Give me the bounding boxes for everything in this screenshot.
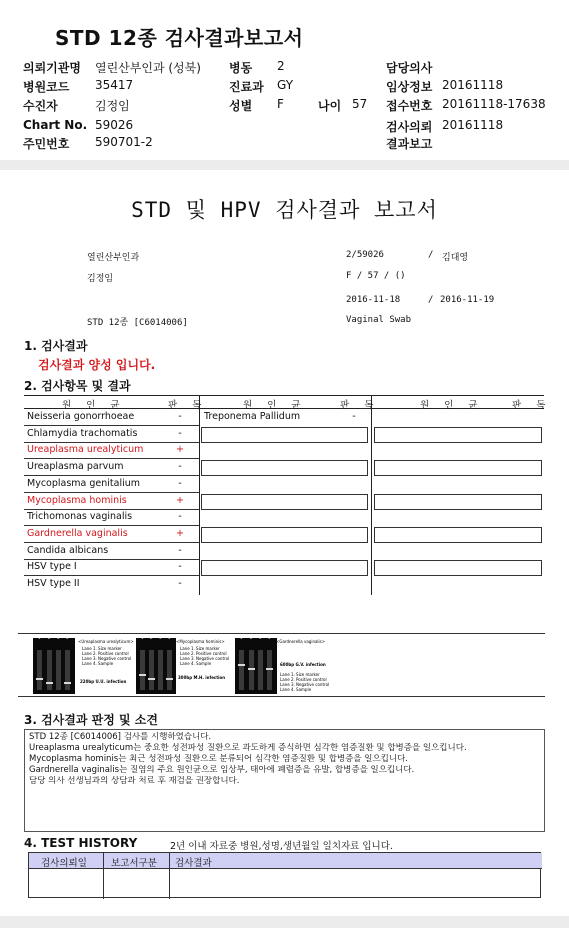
organism-result: - <box>178 461 182 473</box>
gel-panel1-band: 220bp U.U. infection <box>80 679 127 684</box>
reception-label: 접수번호 <box>386 99 433 113</box>
gel-legend-2-1: Lane 1. Size marker <box>180 646 220 651</box>
dept-label: 진료과 <box>229 80 264 94</box>
summary-row-1 <box>0 59 569 76</box>
history-col-result: 검사결과 <box>175 858 212 869</box>
gel-legend-1-2: Lane 2. Positive control <box>82 651 129 656</box>
organism-name: HSV type I <box>27 561 77 573</box>
col3-result-header: 판 독 <box>512 400 552 411</box>
empty-result-cell <box>201 560 368 576</box>
gel-panel-1 <box>33 638 75 694</box>
gel-lane-label: 3 <box>159 635 162 640</box>
gel-legend-1-1: Lane 1. Size marker <box>82 646 122 651</box>
organism-result: + <box>176 494 184 506</box>
gel-panel2-band: 300bp M.H. infection <box>178 675 226 680</box>
gel-lane-label: 4 <box>268 635 271 640</box>
gel-panel-3 <box>235 638 277 694</box>
age-value: 57 <box>352 97 368 111</box>
empty-result-cell <box>201 494 368 510</box>
organism-result: - <box>178 578 182 589</box>
organism-result: - <box>178 511 182 523</box>
sex-label: 성별 <box>229 99 253 113</box>
col1-organism-header: 원 인 균 <box>62 400 126 411</box>
organism-result: + <box>176 527 184 539</box>
organism-name: Trichomonas vaginalis <box>27 511 133 523</box>
organism-name: Chlamydia trachomatis <box>27 427 138 439</box>
gel-lane-label: 4 <box>66 635 69 640</box>
gel-legend-2-4: Lane 4. Sample <box>180 661 212 666</box>
report-date-sep: / <box>428 295 434 305</box>
gel-image <box>18 633 545 697</box>
organism-result: - <box>178 544 182 556</box>
summary-row-3 <box>0 97 569 114</box>
institution-value: 열린산부인과 (성북) <box>95 61 201 75</box>
chart-label: Chart No. <box>23 118 88 132</box>
row-divider <box>24 559 199 560</box>
row-divider <box>24 458 199 459</box>
col3-organism-header: 원 인 균 <box>420 400 484 411</box>
empty-result-cell <box>374 427 542 443</box>
section3-heading: 3. 검사결과 판정 및 소견 <box>24 713 158 727</box>
summary-header <box>0 0 569 160</box>
gel-legend-1-4: Lane 4. Sample <box>82 661 114 666</box>
gel-legend-3-2: Lane 2. Positive control <box>280 677 327 682</box>
report-doctor-sep: / <box>428 250 434 260</box>
gel-panel-2 <box>136 638 176 694</box>
opinion-line: Gardnerella vaginalis는 질염의 주요 원인균으로 임상부, 태아에 폐렴증을 유발, 합병증을 일으킵니다. <box>29 765 415 775</box>
report-patient: 김정임 <box>87 274 114 284</box>
history-col-type: 보고서구분 <box>111 858 157 869</box>
doctor-label: 담당의사 <box>386 61 433 75</box>
organism-name: Candida albicans <box>27 544 109 556</box>
summary-row-4 <box>0 118 569 135</box>
clinical-label: 임상정보 <box>386 80 433 94</box>
history-col-date: 검사의뢰일 <box>41 858 87 869</box>
summary-title: STD 12종 검사결과보고서 <box>55 26 304 50</box>
row-divider <box>24 575 199 576</box>
section1-heading: 1. 검사결과 <box>24 339 88 353</box>
reception-value: 20161118-17638 <box>442 97 546 111</box>
dept-value: GY <box>277 78 294 92</box>
col1-result-header: 판 독 <box>168 400 208 411</box>
opinion-line: Ureaplasma urealyticum는 중요한 성전파성 질환으로 과도하게 증식하면 심각한 염증질환 및 합병증을 일으킵니다. <box>29 743 467 753</box>
hospital-code-value: 35417 <box>95 78 134 92</box>
section4-heading: 4. TEST HISTORY <box>24 836 138 850</box>
empty-result-cell <box>374 494 542 510</box>
row-divider <box>24 475 199 476</box>
organism-name: HSV type II <box>27 578 80 589</box>
organism-name: Mycoplasma hominis <box>27 494 127 506</box>
chart-value: 59026 <box>95 118 134 132</box>
sex-value: F <box>277 97 284 111</box>
report-test-code: STD 12종 [C6014006] <box>87 318 188 328</box>
empty-result-cell <box>201 460 368 476</box>
gel-panel2-title: <Mycoplasma hominis> <box>176 639 225 644</box>
report-date-from: 2016-11-18 <box>346 295 401 305</box>
report-hospital: 열린산부인과 <box>87 253 140 263</box>
section1-result: 검사결과 양성 입니다. <box>38 358 156 372</box>
gel-lane-label: 2 <box>250 635 253 640</box>
gel-panel3-title: <Gardnerella vaginalis> <box>276 639 326 644</box>
institution-label: 의뢰기관명 <box>23 61 81 75</box>
gel-legend-3-4: Lane 4. Sample <box>280 687 312 692</box>
empty-result-cell <box>201 527 368 543</box>
report-title: STD 및 HPV 검사결과 보고서 <box>131 198 438 222</box>
report-chart-doctor: 2/59026 <box>346 250 384 260</box>
gel-lane-label: 3 <box>259 635 262 640</box>
report-sex-age: F / 57 / () <box>346 271 406 281</box>
gel-panel3-band: 600bp G.V. infection <box>280 662 326 667</box>
organism-name: Ureaplasma urealyticum <box>27 444 144 456</box>
patient-value: 김정임 <box>95 99 130 113</box>
gel-lane-label: 1 <box>141 635 144 640</box>
gel-panel1-title: <Ureaplasma urealyticum> <box>78 639 134 644</box>
empty-result-cell <box>374 527 542 543</box>
request-label: 검사의뢰 <box>386 120 433 134</box>
organism-result: - <box>178 561 182 573</box>
opinion-line: Mycoplasma hominis는 최근 성전파성 질환으로 분류되어 심각한 염증질환 및 합병증을 일으킵니다. <box>29 754 409 764</box>
organism-result: + <box>176 444 184 456</box>
gel-legend-2-2: Lane 2. Positive control <box>180 651 227 656</box>
organism-result: - <box>352 411 356 422</box>
gel-lane-label: 4 <box>168 635 171 640</box>
empty-result-cell <box>201 427 368 443</box>
section2-heading: 2. 검사항목 및 결과 <box>24 379 131 393</box>
row-divider <box>24 542 199 543</box>
results-table <box>24 395 544 595</box>
gel-legend-3-1: Lane 1. Size marker <box>280 672 320 677</box>
history-note: 2년 이내 자료중 병원,성명,생년월일 일치자료 입니다. <box>170 841 393 852</box>
row-divider <box>24 442 199 443</box>
gel-lane-label: 1 <box>38 635 41 640</box>
clinical-value: 20161118 <box>442 78 504 92</box>
request-value: 20161118 <box>442 118 504 132</box>
organism-name: Mycoplasma genitalium <box>27 477 141 489</box>
report-specimen: Vaginal Swab <box>346 315 412 325</box>
gel-legend-3-3: Lane 3. Negative control <box>280 682 330 687</box>
gel-legend-1-3: Lane 3. Negative control <box>82 656 132 661</box>
hospital-code-label: 병원코드 <box>23 80 70 94</box>
organism-name: Neisseria gonorrhoeae <box>27 411 135 422</box>
history-table <box>28 852 541 898</box>
opinion-line: 담당 의사 선생님과의 상담과 처료 후 재검을 권장합니다. <box>29 776 240 786</box>
empty-result-cell <box>374 560 542 576</box>
gel-lane-label: 1 <box>240 635 243 640</box>
gel-lane-label: 3 <box>57 635 60 640</box>
report-doctor: 김대영 <box>442 253 469 263</box>
organism-name: Treponema Pallidum <box>204 411 301 422</box>
row-divider <box>24 509 199 510</box>
opinion-line: STD 12종 [C6014006] 검사를 시행하였습니다. <box>29 732 212 742</box>
resident-label: 주민번호 <box>23 137 70 151</box>
gel-legend-2-3: Lane 3. Negative control <box>180 656 230 661</box>
gel-lane-label: 2 <box>150 635 153 640</box>
gel-lane-label: 2 <box>48 635 51 640</box>
organism-result: - <box>178 477 182 489</box>
ward-label: 병동 <box>229 61 253 75</box>
resident-value: 590701-2 <box>95 135 153 149</box>
organism-name: Gardnerella vaginalis <box>27 527 128 539</box>
organism-name: Ureaplasma parvum <box>27 461 124 473</box>
organism-result: - <box>178 427 182 439</box>
ward-value: 2 <box>277 59 285 73</box>
row-divider <box>24 425 199 426</box>
empty-result-cell <box>374 460 542 476</box>
col2-organism-header: 원 인 균 <box>243 400 307 411</box>
report-sheet <box>0 170 569 916</box>
report-label: 결과보고 <box>386 137 433 151</box>
row-divider <box>24 525 199 526</box>
age-label: 나이 <box>318 99 342 113</box>
patient-label: 수진자 <box>23 99 58 113</box>
opinion-box <box>24 729 545 832</box>
row-divider <box>24 492 199 493</box>
report-date-to: 2016-11-19 <box>440 295 495 305</box>
col2-result-header: 판 독 <box>340 400 380 411</box>
summary-row-2 <box>0 78 569 95</box>
organism-result: - <box>178 411 182 422</box>
summary-row-5 <box>0 135 569 152</box>
